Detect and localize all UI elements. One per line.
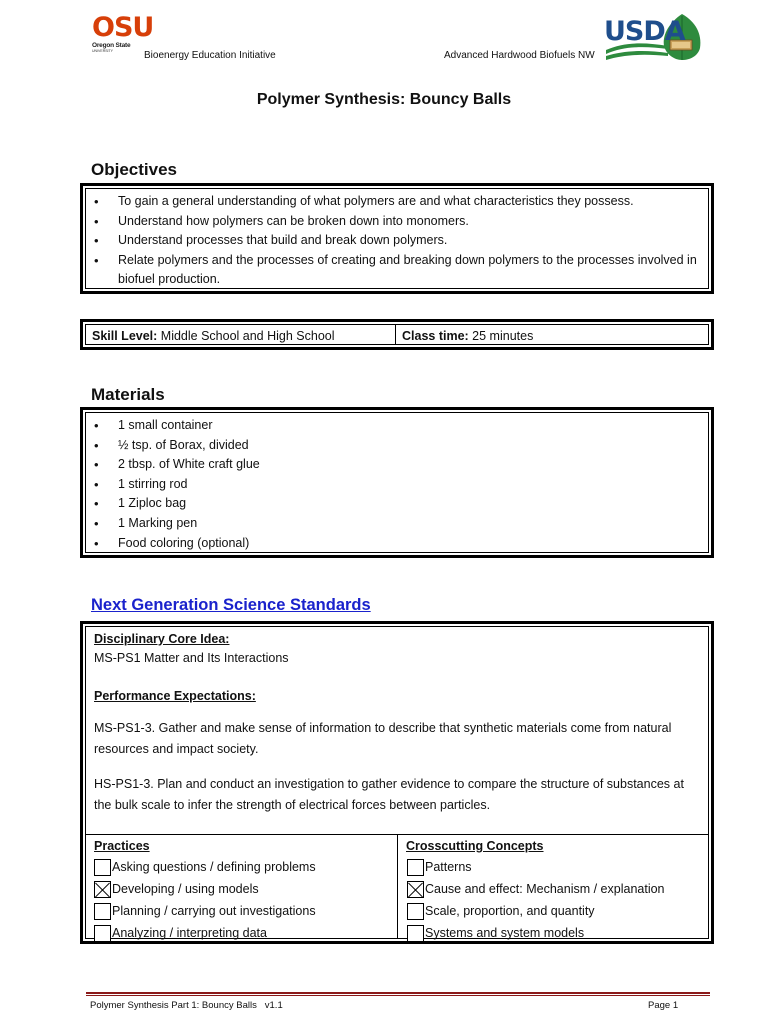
osu-logo-sub2: UNIVERSITY [92, 49, 114, 53]
material-item: • 1 Ziploc bag [92, 494, 702, 514]
class-time-label: Class time: [402, 329, 469, 343]
skill-box [80, 319, 714, 350]
osu-logo-main: OSU [92, 12, 154, 43]
checkbox-icon[interactable] [407, 903, 424, 920]
objective-item: • To gain a general understanding of what polymers are and what characteristics they possess. [92, 192, 702, 212]
footer-left-text: Polymer Synthesis Part 1: Bouncy Balls v1.1 [90, 1000, 283, 1011]
spacer [94, 668, 700, 687]
crosscutting-row [406, 878, 665, 900]
usda-logo [604, 12, 704, 62]
checkbox-checked-icon[interactable] [407, 881, 424, 898]
materials-list [86, 413, 708, 553]
material-item: • 1 small container [92, 416, 702, 436]
checkbox-icon[interactable] [94, 903, 111, 920]
checkbox-icon[interactable] [94, 925, 111, 942]
skill-box-inner [85, 324, 709, 345]
crosscutting-heading: Crosscutting Concepts [406, 839, 544, 853]
crosscutting-row [406, 922, 665, 944]
class-time-value: 25 minutes [468, 329, 534, 343]
skill-row [86, 325, 708, 344]
skill-level-cell [86, 325, 396, 344]
footer-divider-thin [86, 995, 710, 996]
skill-level-label: Skill Level: [92, 329, 158, 343]
objective-item: • Understand processes that build and break down polymers. [92, 231, 702, 251]
ngss-box [80, 621, 714, 944]
ngss-heading-link[interactable]: Next Generation Science Standards [91, 596, 371, 614]
material-item: • 1 Marking pen [92, 514, 702, 534]
dci-value: MS-PS1 Matter and Its Interactions [94, 651, 289, 665]
objectives-list [86, 189, 708, 290]
dci-label: Disciplinary Core Idea: [94, 632, 230, 646]
practice-row [94, 900, 397, 922]
practice-label: Developing / using models [112, 882, 259, 896]
pe-hs: HS-PS1-3. Plan and conduct an investigation to gather evidence to compare the structure of substances at the bulk scale to infer the strength of electrical forces between particles. [94, 777, 684, 812]
ngss-top-section [86, 627, 708, 819]
crosscutting-label: Patterns [425, 860, 472, 874]
usda-logo-text: USDA [604, 16, 685, 47]
practice-row [94, 878, 397, 900]
footer-page-number: Page 1 [648, 1000, 679, 1011]
practice-label: Asking questions / defining problems [112, 860, 316, 874]
crosscutting-label: Systems and system models [425, 926, 585, 940]
materials-box-inner [85, 412, 709, 553]
crosscutting-row [406, 900, 665, 922]
objective-item: • Relate polymers and the processes of creating and breaking down polymers to the processes involved in biofuel production. [92, 251, 702, 290]
objectives-box [80, 183, 714, 294]
material-item: • Food coloring (optional) [92, 534, 702, 554]
practices-column [86, 835, 398, 938]
objective-item: • Understand how polymers can be broken down into monomers. [92, 212, 702, 232]
practice-label: Planning / carrying out investigations [112, 904, 316, 918]
material-item: • ½ tsp. of Borax, divided [92, 436, 702, 456]
practice-row [94, 922, 397, 944]
crosscutting-column [398, 835, 665, 938]
material-item: • 2 tbsp. of White craft glue [92, 455, 702, 475]
osu-logo [92, 12, 154, 53]
checkbox-icon[interactable] [94, 859, 111, 876]
objectives-box-inner [85, 188, 709, 289]
skill-level-value: Middle School and High School [157, 329, 335, 343]
osu-logo-sub: Oregon State [92, 42, 131, 49]
ngss-box-inner [85, 626, 709, 939]
checkbox-checked-icon[interactable] [94, 881, 111, 898]
materials-heading: Materials [91, 385, 165, 404]
checkbox-icon[interactable] [407, 925, 424, 942]
practices-heading: Practices [94, 839, 150, 853]
objectives-heading: Objectives [91, 160, 177, 179]
ngss-checklists [86, 834, 708, 938]
crosscutting-label: Cause and effect: Mechanism / explanation [425, 882, 665, 896]
material-item: • 1 stirring rod [92, 475, 702, 495]
class-time-cell [396, 325, 539, 344]
crosscutting-row [406, 856, 665, 878]
practice-row [94, 856, 397, 878]
header-left-text: Bioenergy Education Initiative [144, 50, 276, 61]
pe-label: Performance Expectations: [94, 689, 256, 703]
crosscutting-label: Scale, proportion, and quantity [425, 904, 595, 918]
footer-divider [86, 992, 710, 994]
page-title: Polymer Synthesis: Bouncy Balls [256, 91, 512, 108]
pe-ms: MS-PS1-3. Gather and make sense of information to describe that synthetic materials come from natural resources and impact society. [94, 721, 672, 756]
checkbox-icon[interactable] [407, 859, 424, 876]
materials-box [80, 407, 714, 558]
header-right-text: Advanced Hardwood Biofuels NW [444, 50, 595, 61]
practice-label: Analyzing / interpreting data [112, 926, 267, 940]
